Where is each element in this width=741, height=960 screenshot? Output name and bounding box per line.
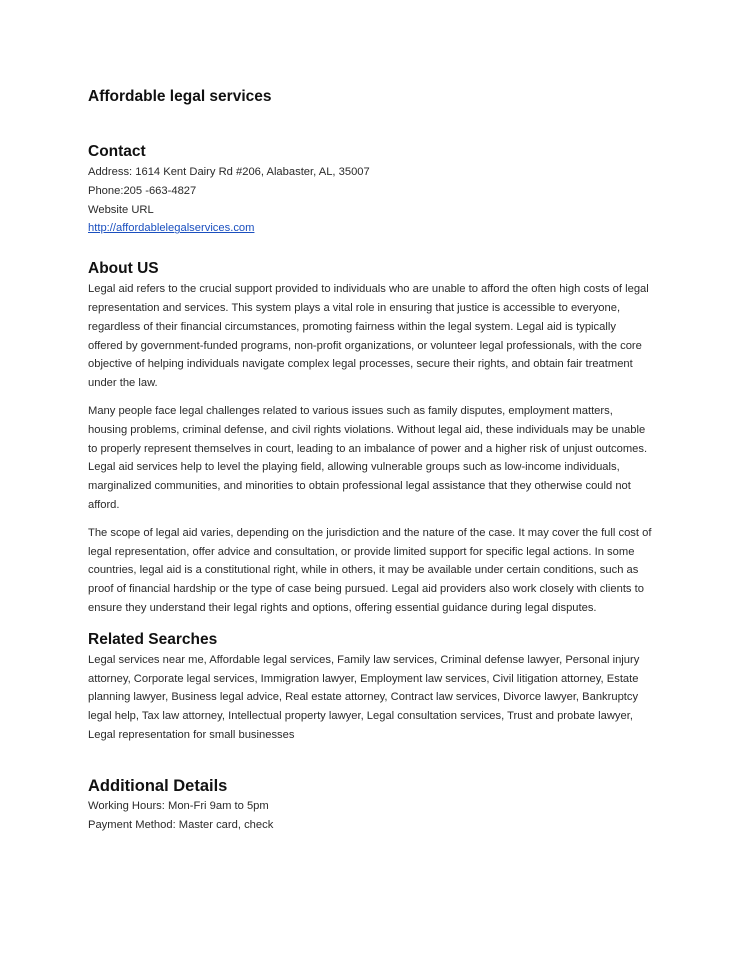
contact-phone: Phone:205 -663-4827 xyxy=(88,184,197,197)
website-label: Website URL xyxy=(88,203,154,216)
contact-address: Address: 1614 Kent Dairy Rd #206, Alabaster, AL, 35007 xyxy=(88,166,370,178)
about-heading: About US xyxy=(88,260,159,278)
about-paragraph: The scope of legal aid varies, depending on the jurisdiction and the nature of the case. It may cover the full cost of legal representation, offer advice and consultation, or provide limited support for specific legal actions. In some countries, legal aid is a constitutional right, while in others, it may be available under certain conditions, such as proof of financial hardship or the type of case being pursued. Legal aid providers also work closely with clients to ensure they understand their legal rights and options, offering essential guidance during legal disputes. xyxy=(88,526,652,614)
website-link[interactable]: http://affordablelegalservices.com xyxy=(88,222,255,235)
document-title: Affordable legal services xyxy=(88,88,272,105)
about-paragraph: Legal aid refers to the crucial support provided to individuals who are unable to afford the often high costs of legal representation and services. This system plays a vital role in ensuring that justice is accessible to everyone, regardless of their financial circumstances, promoting fairness within the legal system. Legal aid is typically offered by government-funded programs, non-profit organizations, or volunteer legal professionals, with the core objective of helping individuals navigate complex legal processes, secure their rights, and obtain fair treatment under the law. xyxy=(88,283,649,390)
website-link-line xyxy=(88,219,653,238)
contact-heading: Contact xyxy=(88,143,146,160)
document-content xyxy=(88,86,653,834)
related-searches-text: Legal services near me, Affordable legal services, Family law services, Criminal defense lawyer, Personal injury attorney, Corporate legal services, Immigration lawyer, Employment law services, Civil litigation attorney, Estate planning lawyer, Business legal advice, Real estate attorney, Contract law services, Divorce lawyer, Bankruptcy legal help, Tax law attorney, Intellectual property lawyer, Legal consultation services, Trust and probate lawyer, Legal representation for small businesses xyxy=(88,653,640,741)
working-hours: Working Hours: Mon-Fri 9am to 5pm xyxy=(88,799,269,812)
payment-method: Payment Method: Master card, check xyxy=(88,818,274,831)
about-paragraph: Many people face legal challenges related to various issues such as family disputes, employment matters, housing problems, criminal defense, and civil rights violations. Without legal aid, these individuals may be unable to properly represent themselves in court, leading to an imbalance of power and a higher risk of unjust outcomes. Legal aid services help to level the playing field, allowing vulnerable groups such as low-income individuals, marginalized communities, and minorities to obtain professional legal assistance that they otherwise could not afford. xyxy=(88,404,648,511)
related-searches-heading: Related Searches xyxy=(88,630,218,648)
additional-details-heading: Additional Details xyxy=(88,776,228,795)
